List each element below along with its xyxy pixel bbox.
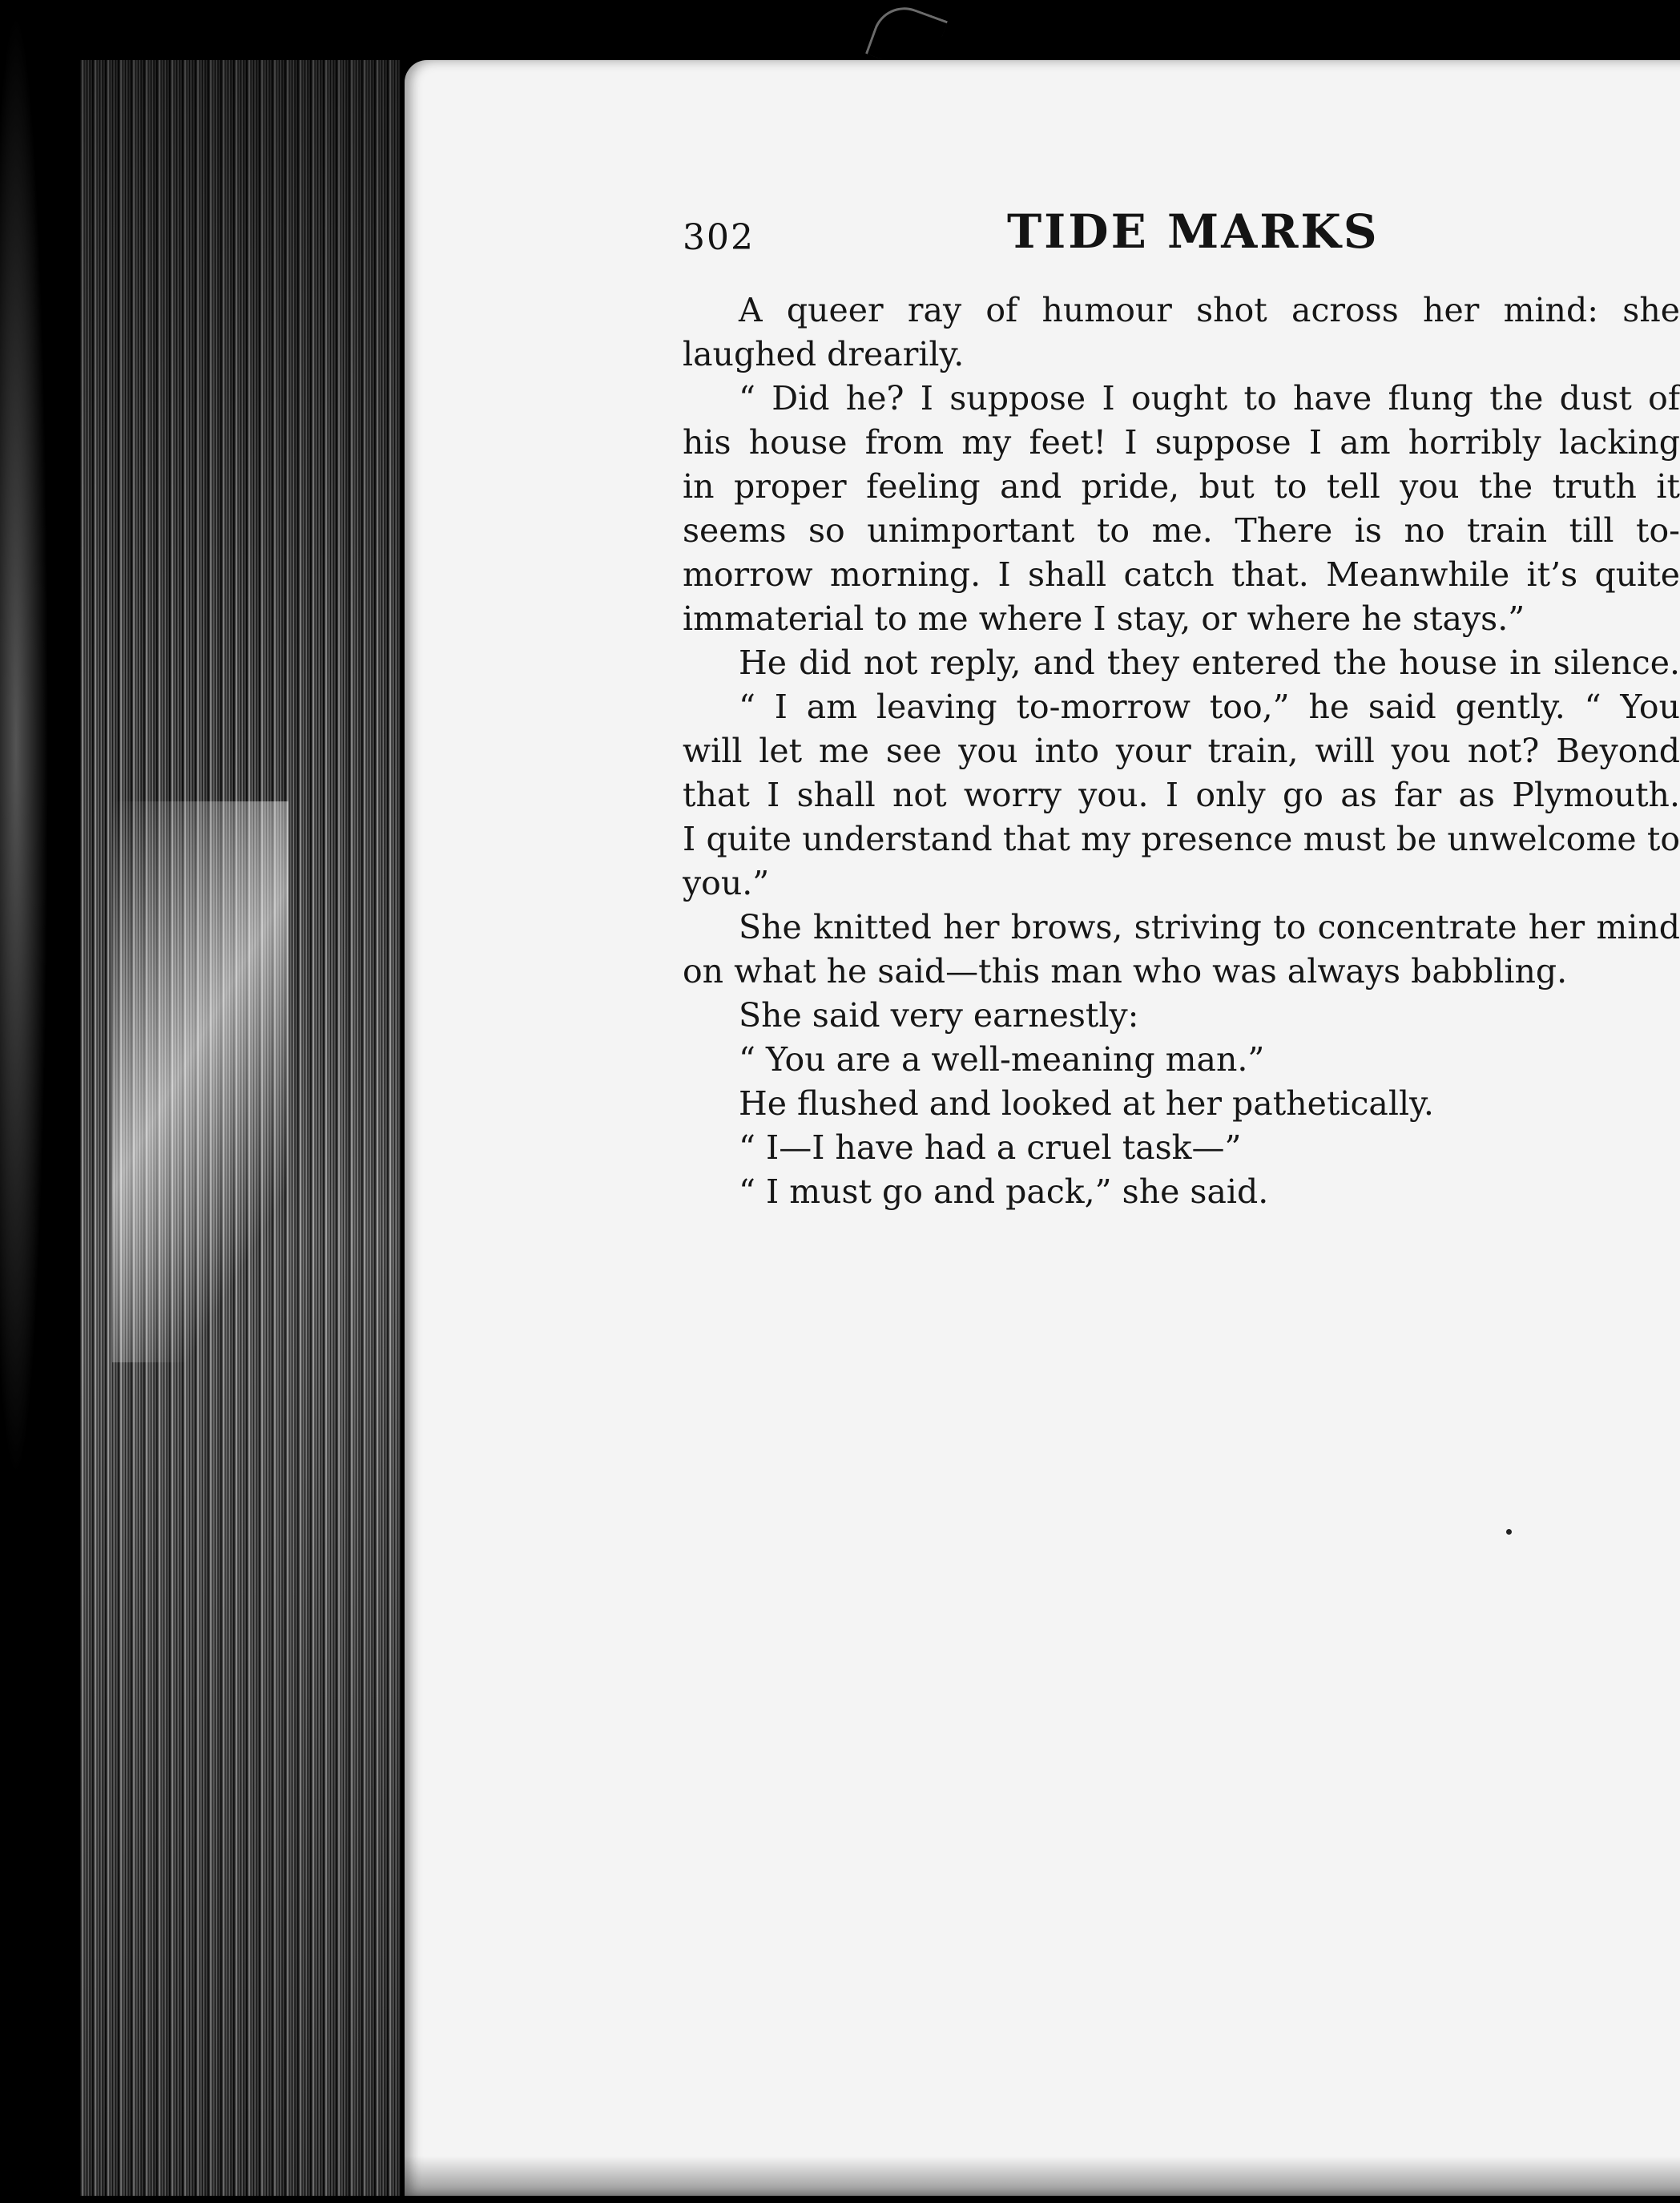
text-line: He flushed and looked at her pathetically. [739, 1084, 1434, 1123]
running-title: TIDE MARKS [1007, 204, 1380, 259]
text-line: He did not reply, and they entered the house in silence. [739, 644, 1680, 682]
text-line: immaterial to me where I stay, or where he stays.” [683, 599, 1525, 638]
text-line: “ I am leaving to-morrow too,” he said gently. “ You [739, 688, 1680, 726]
text-line: his house from my feet! I suppose I am horribly lacking [683, 423, 1680, 462]
text-line: seems so unimportant to me. There is no train till to- [683, 511, 1680, 550]
text-line: on what he said—this man who was always babbling. [683, 952, 1568, 991]
page-number: 302 [683, 217, 755, 258]
text-line: morrow morning. I shall catch that. Meanwhile it’s quite [683, 555, 1680, 594]
text-line: “ Did he? I suppose I ought to have flung the dust of [739, 379, 1680, 418]
text-line: “ You are a well-meaning man.” [739, 1040, 1265, 1079]
text-line: you.” [683, 864, 770, 902]
page-header [683, 204, 1680, 268]
text-line: I quite understand that my presence must be unwelcome to [683, 820, 1680, 858]
text-line: that I shall not worry you. I only go as far as Plymouth. [683, 776, 1680, 814]
text-line: will let me see you into your train, will you not? Beyond [683, 732, 1680, 770]
fore-edge-highlight [112, 801, 288, 1362]
text-line: She knitted her brows, striving to concentrate her mind [739, 908, 1680, 946]
page-bottom-shadow [405, 2156, 1680, 2196]
text-line: in proper feeling and pride, but to tell you the truth it [683, 467, 1680, 506]
text-line: “ I must go and pack,” she said. [739, 1172, 1269, 1211]
text-line: laughed drearily. [683, 335, 965, 373]
paper-speck [1506, 1529, 1512, 1535]
scan-border-left [0, 0, 80, 2203]
text-line: She said very earnestly: [739, 996, 1139, 1035]
page-body-text [683, 288, 1680, 1250]
text-line: A queer ray of humour shot across her mind: she [739, 291, 1680, 329]
text-line: “ I—I have had a cruel task—” [739, 1128, 1242, 1167]
